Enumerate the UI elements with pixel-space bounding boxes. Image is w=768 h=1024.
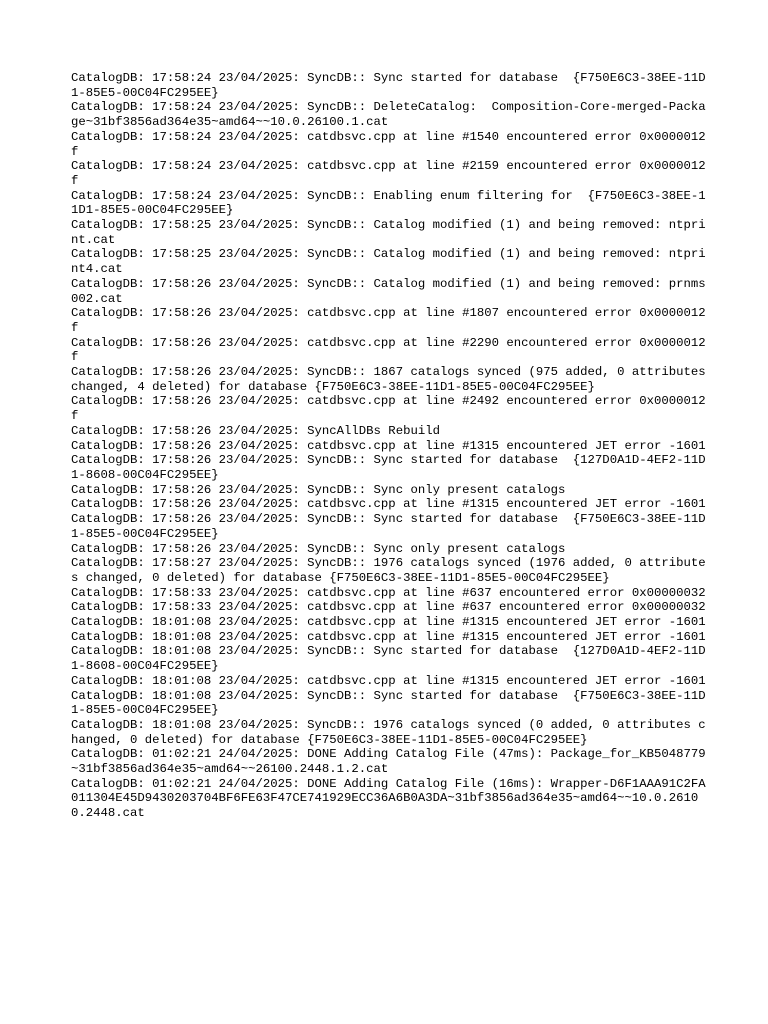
log-entry: CatalogDB: 17:58:25 23/04/2025: SyncDB:: Catalog modified (1) and being removed: ntprint4.cat <box>71 247 706 277</box>
log-entry: CatalogDB: 01:02:21 24/04/2025: DONE Adding Catalog File (47ms): Package_for_KB5048779~31bf3856ad364e35~amd64~~26100.2448.1.2.cat <box>71 747 706 777</box>
log-entry: CatalogDB: 17:58:33 23/04/2025: catdbsvc.cpp at line #637 encountered error 0x00000032 <box>71 585 706 600</box>
log-entry: CatalogDB: 17:58:26 23/04/2025: SyncAllDBs Rebuild <box>71 423 440 438</box>
log-entry: CatalogDB: 18:01:08 23/04/2025: SyncDB:: Sync started for database {F750E6C3-38EE-11D1-85E5-00C04FC295EE} <box>71 688 706 718</box>
log-entry: CatalogDB: 17:58:26 23/04/2025: SyncDB:: Sync started for database {127D0A1D-4EF2-11D1-8608-00C04FC295EE} <box>71 453 706 482</box>
log-entry: CatalogDB: 17:58:33 23/04/2025: catdbsvc.cpp at line #637 encountered error 0x00000032 <box>71 600 706 615</box>
log-entry: CatalogDB: 17:58:27 23/04/2025: SyncDB:: 1976 catalogs synced (1976 added, 0 attributes changed, 0 deleted) for database {F750E6C3-38EE-11D1-85E5-00C04FC295EE} <box>71 556 706 585</box>
log-entry: CatalogDB: 17:58:26 23/04/2025: SyncDB:: Catalog modified (1) and being removed: prnms002.cat <box>71 276 706 306</box>
log-entry: CatalogDB: 17:58:26 23/04/2025: SyncDB:: Sync only present catalogs <box>71 482 566 497</box>
log-entry: CatalogDB: 17:58:24 23/04/2025: catdbsvc.cpp at line #2159 encountered error 0x0000012f <box>71 159 706 188</box>
log-entry: CatalogDB: 17:58:24 23/04/2025: SyncDB:: DeleteCatalog: Composition-Core-merged-Package~31bf3856ad364e35~amd64~~10.0.26100.1.cat <box>71 100 706 130</box>
log-entry: CatalogDB: 17:58:26 23/04/2025: SyncDB:: 1867 catalogs synced (975 added, 0 attributes changed, 4 deleted) for database {F750E6C3-38EE-11D1-85E5-00C04FC295EE} <box>71 365 714 394</box>
log-entry: CatalogDB: 17:58:26 23/04/2025: SyncDB:: Sync only present catalogs <box>71 541 566 556</box>
log-entry: CatalogDB: 17:58:24 23/04/2025: catdbsvc.cpp at line #1540 encountered error 0x0000012f <box>71 129 706 159</box>
log-entry: CatalogDB: 17:58:25 23/04/2025: SyncDB:: Catalog modified (1) and being removed: ntprint.cat <box>71 218 706 247</box>
log-entry: CatalogDB: 17:58:26 23/04/2025: catdbsvc.cpp at line #1807 encountered error 0x0000012f <box>71 306 706 335</box>
log-entry: CatalogDB: 18:01:08 23/04/2025: catdbsvc.cpp at line #1315 encountered JET error -1601 <box>71 629 706 644</box>
log-entry: CatalogDB: 18:01:08 23/04/2025: SyncDB:: 1976 catalogs synced (0 added, 0 attributes changed, 0 deleted) for database {F750E6C3-38EE-11D1-85E5-00C04FC295EE} <box>71 717 706 747</box>
log-entry: CatalogDB: 17:58:26 23/04/2025: catdbsvc.cpp at line #1315 encountered JET error -1601 <box>71 497 706 512</box>
log-entry: CatalogDB: 17:58:24 23/04/2025: SyncDB:: Sync started for database {F750E6C3-38EE-11D1-85E5-00C04FC295EE} <box>71 71 706 100</box>
log-entry: CatalogDB: 17:58:26 23/04/2025: catdbsvc.cpp at line #1315 encountered JET error -1601 <box>71 438 706 453</box>
log-entry-list <box>71 71 714 821</box>
log-entry: CatalogDB: 18:01:08 23/04/2025: SyncDB:: Sync started for database {127D0A1D-4EF2-11D1-8608-00C04FC295EE} <box>71 644 706 674</box>
log-entry: CatalogDB: 17:58:26 23/04/2025: catdbsvc.cpp at line #2290 encountered error 0x0000012f <box>71 335 706 365</box>
log-entry: CatalogDB: 18:01:08 23/04/2025: catdbsvc.cpp at line #1315 encountered JET error -1601 <box>71 615 706 630</box>
log-entry: CatalogDB: 17:58:24 23/04/2025: SyncDB:: Enabling enum filtering for {F750E6C3-38EE-11D1-85E5-00C04FC295EE} <box>71 188 706 218</box>
log-entry: CatalogDB: 01:02:21 24/04/2025: DONE Adding Catalog File (16ms): Wrapper-D6F1AAA91C2FA011304E45D9430203704BF6FE63F47CE741929ECC36A6B0A3DA~31bf3856ad364e35~amd64~~10.0.26100.2448.cat <box>71 776 706 821</box>
log-entry: CatalogDB: 17:58:26 23/04/2025: catdbsvc.cpp at line #2492 encountered error 0x0000012f <box>71 394 706 424</box>
log-entry: CatalogDB: 18:01:08 23/04/2025: catdbsvc.cpp at line #1315 encountered JET error -1601 <box>71 673 706 688</box>
log-entry: CatalogDB: 17:58:26 23/04/2025: SyncDB:: Sync started for database {F750E6C3-38EE-11D1-85E5-00C04FC295EE} <box>71 512 706 541</box>
log-document <box>71 71 714 821</box>
